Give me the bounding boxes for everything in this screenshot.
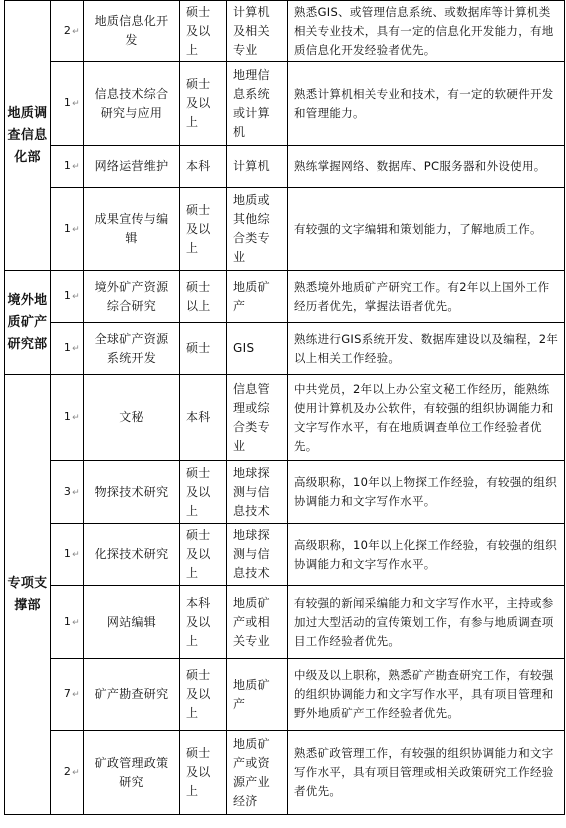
education-cell: 硕士及以上 (180, 461, 227, 524)
post-cell: 矿产勘查研究 (84, 659, 180, 731)
requirement-cell: 高级职称，10年以上物探工作经验，有较强的组织协调能力和文字写作水平。 (288, 461, 565, 524)
requirement-cell: 熟练进行GIS系统开发、数据库建设以及编程，2年以上相关工作经验。 (288, 323, 565, 375)
post-cell: 全球矿产资源系统开发 (84, 323, 180, 375)
major-cell: 信息管理或综合类专业 (227, 375, 288, 461)
count-cell: 2↵ (51, 1, 84, 62)
table-row (5, 1, 565, 62)
major-cell: 地理信息系统或计算机 (227, 62, 288, 146)
table-row (5, 146, 565, 188)
dept-cell: 专项支撑部 (5, 375, 51, 815)
table-row (5, 323, 565, 375)
count-cell: 1↵ (51, 188, 84, 271)
dept-cell: 地质调查信息化部 (5, 1, 51, 271)
major-cell: GIS (227, 323, 288, 375)
requirement-cell: 高级职称，10年以上化探工作经验，有较强的组织协调能力和文字写作水平。 (288, 524, 565, 586)
requirement-cell: 中级及以上职称，熟悉矿产勘查研究工作，有较强的组织协调能力和文字写作水平，具有项目管理和野外地质矿产工作经验者优先。 (288, 659, 565, 731)
major-cell: 地质或其他综合类专业 (227, 188, 288, 271)
post-cell: 成果宣传与编辑 (84, 188, 180, 271)
education-cell: 本科及以上 (180, 586, 227, 659)
post-cell: 化探技术研究 (84, 524, 180, 586)
recruitment-table (4, 0, 565, 815)
table-row (5, 659, 565, 731)
count-cell: 1↵ (51, 586, 84, 659)
count-cell: 1↵ (51, 323, 84, 375)
table-row (5, 586, 565, 659)
count-cell: 7↵ (51, 659, 84, 731)
count-cell: 1↵ (51, 524, 84, 586)
major-cell: 地质矿产或相关专业 (227, 586, 288, 659)
table-row (5, 188, 565, 271)
table-row (5, 271, 565, 323)
education-cell: 硕士及以上 (180, 1, 227, 62)
major-cell: 地质矿产 (227, 271, 288, 323)
count-cell: 1↵ (51, 271, 84, 323)
education-cell: 硕士及以上 (180, 731, 227, 815)
education-cell: 硕士及以上 (180, 62, 227, 146)
major-cell: 地球探测与信息技术 (227, 524, 288, 586)
requirement-cell: 熟悉境外地质矿产研究工作。有2年以上国外工作经历者优先，掌握法语者优先。 (288, 271, 565, 323)
post-cell: 物探技术研究 (84, 461, 180, 524)
post-cell: 信息技术综合研究与应用 (84, 62, 180, 146)
post-cell: 矿政管理政策研究 (84, 731, 180, 815)
post-cell: 境外矿产资源综合研究 (84, 271, 180, 323)
table-row (5, 62, 565, 146)
major-cell: 地质矿产或资源产业经济 (227, 731, 288, 815)
requirement-cell: 熟悉计算机相关专业和技术，有一定的软硬件开发和管理能力。 (288, 62, 565, 146)
post-cell: 网站编辑 (84, 586, 180, 659)
education-cell: 硕士 (180, 323, 227, 375)
education-cell: 本科 (180, 146, 227, 188)
requirement-cell: 有较强的新闻采编能力和文字写作水平，主持或参加过大型活动的宣传策划工作，有参与地质调查项目工作经验者优先。 (288, 586, 565, 659)
major-cell: 计算机及相关专业 (227, 1, 288, 62)
dept-cell: 境外地质矿产研究部 (5, 271, 51, 375)
major-cell: 地质矿产 (227, 659, 288, 731)
post-cell: 文秘 (84, 375, 180, 461)
requirement-cell: 熟练掌握网络、数据库、PC服务器和外设使用。 (288, 146, 565, 188)
education-cell: 本科 (180, 375, 227, 461)
requirement-cell: 有较强的文字编辑和策划能力，了解地质工作。 (288, 188, 565, 271)
requirement-cell: 中共党员，2年以上办公室文秘工作经历，能熟练使用计算机及办公软件，有较强的组织协调能力和文字写作水平，有在地质调查单位工作经验者优先。 (288, 375, 565, 461)
count-cell: 1↵ (51, 146, 84, 188)
table-row (5, 461, 565, 524)
major-cell: 计算机 (227, 146, 288, 188)
education-cell: 硕士及以上 (180, 188, 227, 271)
education-cell: 硕士以上 (180, 271, 227, 323)
count-cell: 3↵ (51, 461, 84, 524)
post-cell: 地质信息化开发 (84, 1, 180, 62)
requirement-cell: 熟悉GIS、或管理信息系统、或数据库等计算机类相关专业技术，具有一定的信息化开发能力，有地质信息化开发经验者优先。 (288, 1, 565, 62)
education-cell: 硕士及以上 (180, 659, 227, 731)
count-cell: 2↵ (51, 731, 84, 815)
table-row (5, 731, 565, 815)
table-row (5, 524, 565, 586)
table-row (5, 375, 565, 461)
education-cell: 硕士及以上 (180, 524, 227, 586)
count-cell: 1↵ (51, 62, 84, 146)
post-cell: 网络运营维护 (84, 146, 180, 188)
count-cell: 1↵ (51, 375, 84, 461)
requirement-cell: 熟悉矿政管理工作，有较强的组织协调能力和文字写作水平，具有项目管理或相关政策研究工作经验者优先。 (288, 731, 565, 815)
major-cell: 地球探测与信息技术 (227, 461, 288, 524)
